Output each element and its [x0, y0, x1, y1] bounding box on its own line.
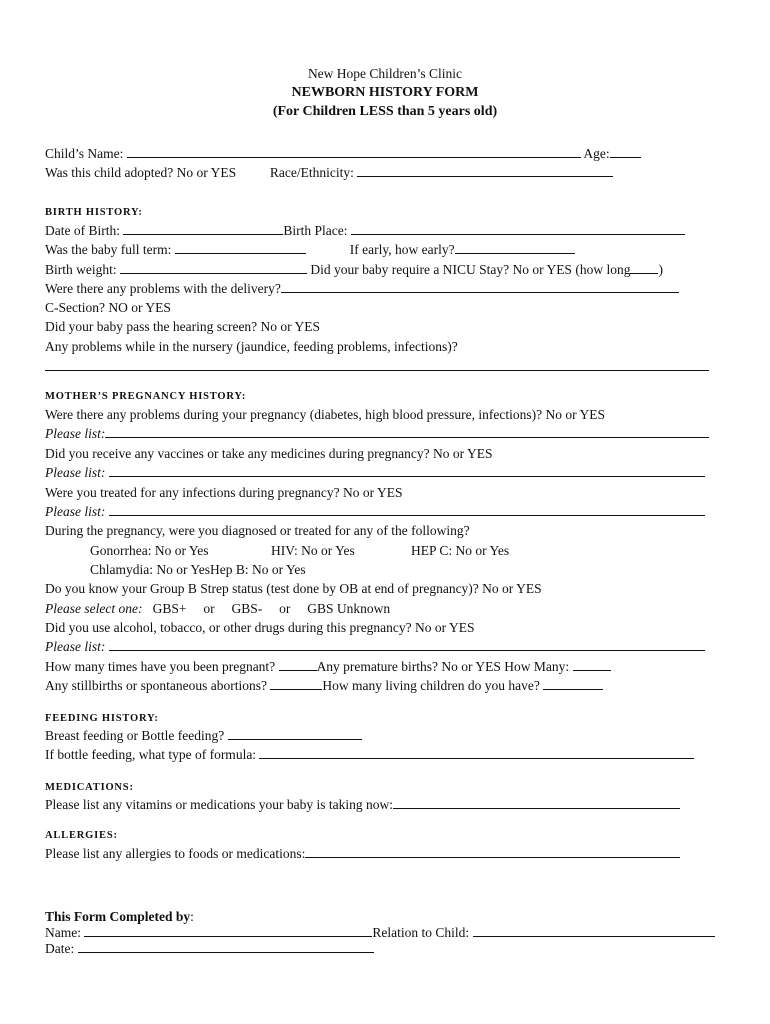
nursery-problems-field[interactable] — [45, 358, 709, 371]
gbs-options[interactable]: GBS+ or GBS- or GBS Unknown — [152, 601, 391, 616]
birth-weight-field[interactable] — [120, 261, 307, 274]
full-term-field[interactable] — [175, 241, 306, 254]
dob-row: Date of Birth: Birth Place: — [45, 222, 685, 240]
age-field[interactable] — [610, 145, 641, 158]
infections-field[interactable] — [109, 503, 705, 516]
weight-row: Birth weight: Did your baby require a NICU Stay? No or YES (how long ) — [45, 262, 663, 277]
adopted-row: Was this child adopted? No or YES Race/Ethnicity: — [45, 164, 613, 182]
stillbirths-field[interactable] — [270, 677, 322, 690]
hearing-row: Did your baby pass the hearing screen? No or YES — [45, 319, 321, 334]
chlamydia-hepb-question: Chlamydia: No or YesHep B: No or Yes — [90, 562, 306, 577]
gbs-row: Do you know your Group B Strep status (test done by OB at end of pregnancy)? No or YES — [45, 581, 542, 596]
medications-heading: MEDICATIONS: — [45, 782, 134, 793]
gonorrhea-question: Gonorrhea: No or Yes — [90, 543, 209, 558]
hiv-question: HIV: No or Yes — [271, 543, 355, 558]
living-children-field[interactable] — [543, 677, 603, 690]
infections-list-row: Please list: — [45, 503, 705, 521]
alcohol-list-row: Please list: — [45, 638, 705, 656]
vaccines-list-row: Please list: — [45, 464, 705, 482]
dob-field[interactable] — [123, 222, 283, 235]
birth-history-heading: BIRTH HISTORY: — [45, 207, 143, 218]
medications-field[interactable] — [393, 796, 680, 809]
adopted-question: Was this child adopted? No or YES — [45, 165, 237, 180]
pregnancy-problems-list-row: Please list: — [45, 425, 709, 443]
formula-row: If bottle feeding, what type of formula: — [45, 746, 694, 764]
stillbirths-row: Any stillbirths or spontaneous abortions? How many living children do you have? — [45, 677, 603, 695]
alcohol-row: Did you use alcohol, tobacco, or other drugs during this pregnancy? No or YES — [45, 620, 475, 635]
nursery-row: Any problems while in the nursery (jaundice, feeding problems, infections)? — [45, 339, 458, 354]
pregnant-count-row: How many times have you been pregnant? Any premature births? No or YES How Many: — [45, 658, 611, 676]
clinic-name: New Hope Children’s Clinic — [307, 66, 463, 81]
hepc-question: HEP C: No or Yes — [411, 543, 510, 558]
infections-row: Were you treated for any infections during pregnancy? No or YES — [45, 485, 403, 500]
feeding-type-field[interactable] — [228, 727, 362, 740]
birth-place-field[interactable] — [351, 222, 685, 235]
feeding-history-heading: FEEDING HISTORY: — [45, 713, 159, 724]
formula-field[interactable] — [259, 746, 694, 759]
pregnancy-problems-field[interactable] — [105, 425, 709, 438]
race-field[interactable] — [357, 164, 613, 177]
diagnosed-row: During the pregnancy, were you diagnosed or treated for any of the following? — [45, 523, 470, 538]
times-pregnant-field[interactable] — [279, 658, 317, 671]
childs-name-field[interactable] — [127, 145, 581, 158]
nicu-length-field[interactable] — [630, 261, 658, 274]
breast-bottle-row: Breast feeding or Bottle feeding? — [45, 727, 362, 745]
gbs-select-row: Please select one: GBS+ or GBS- or GBS Unknown — [45, 601, 391, 616]
completed-name-row: Name: Relation to Child: — [45, 924, 715, 942]
pregnancy-problems-row: Were there any problems during your pregnancy (diabetes, high blood pressure, infections)? No or YES — [45, 407, 605, 422]
full-term-row: Was the baby full term: If early, how early? — [45, 241, 575, 259]
how-early-field[interactable] — [455, 241, 575, 254]
childs-name-row: Child’s Name: Age: — [45, 145, 641, 163]
pregnancy-history-heading: MOTHER’S PREGNANCY HISTORY: — [45, 391, 247, 402]
vaccines-row: Did you receive any vaccines or take any medicines during pregnancy? No or YES — [45, 446, 493, 461]
relation-field[interactable] — [473, 924, 715, 937]
delivery-problems-field[interactable] — [281, 280, 679, 293]
allergies-heading: ALLERGIES: — [45, 830, 118, 841]
form-title: NEWBORN HISTORY FORM — [291, 85, 479, 100]
allergies-field[interactable] — [305, 845, 680, 858]
vaccines-field[interactable] — [109, 464, 705, 477]
completed-date-field[interactable] — [78, 940, 374, 953]
delivery-row: Were there any problems with the delivery? — [45, 280, 679, 298]
nursery-line — [45, 358, 709, 376]
premature-count-field[interactable] — [573, 658, 611, 671]
completed-date-row: Date: — [45, 940, 374, 958]
completed-by-heading: This Form Completed by: — [45, 909, 194, 924]
medications-row: Please list any vitamins or medications your baby is taking now: — [45, 796, 680, 814]
completed-name-field[interactable] — [84, 924, 372, 937]
csection-row: C-Section? NO or YES — [45, 300, 171, 315]
allergies-row: Please list any allergies to foods or medications: — [45, 845, 680, 863]
alcohol-field[interactable] — [109, 638, 705, 651]
form-subtitle: (For Children LESS than 5 years old) — [272, 104, 498, 119]
